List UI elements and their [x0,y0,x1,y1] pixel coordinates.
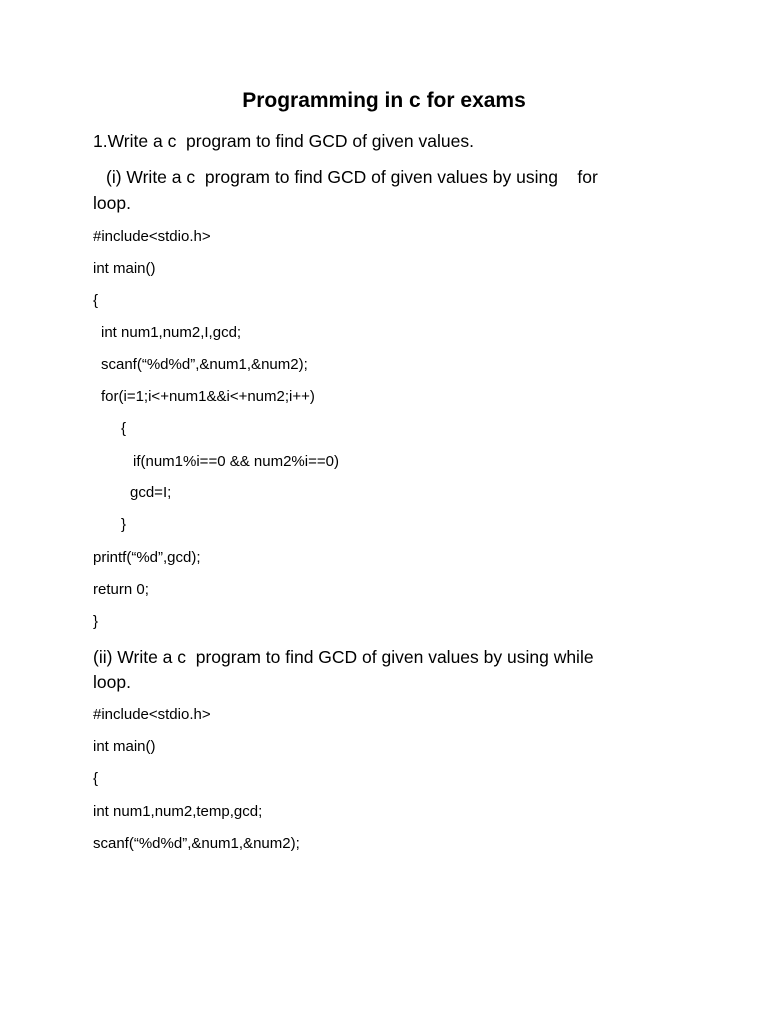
code-line: gcd=I; [130,484,172,501]
page-title: Programming in c for exams [242,89,526,112]
code-line: { [121,420,127,437]
code-line: int main() [93,260,156,277]
part-ii-heading-line1: (ii) Write a c program to find GCD of given values by using while [93,647,594,667]
part-ii-heading-line2: loop. [93,672,131,692]
code-line: int num1,num2,I,gcd; [101,324,242,341]
code-line: if(num1%i==0 && num2%i==0) [133,453,339,470]
part-i-heading-line2: loop. [93,193,131,213]
code-line: return 0; [93,581,149,598]
code-line: scanf(“%d%d”,&num1,&num2); [93,835,300,852]
code-line: { [93,292,99,309]
code-line: int num1,num2,temp,gcd; [93,803,263,820]
part-i-heading-line1: (i) Write a c program to find GCD of given values by using for [106,167,598,187]
code-line: #include<stdio.h> [93,706,211,723]
code-line: { [93,770,99,787]
code-line: scanf(“%d%d”,&num1,&num2); [101,356,308,373]
code-line: } [93,613,99,630]
code-line: printf(“%d”,gcd); [93,549,201,566]
code-line: } [121,516,127,533]
question-1: 1.Write a c program to find GCD of given values. [93,131,474,151]
code-line: for(i=1;i<+num1&&i<+num2;i++) [101,388,315,405]
code-line: #include<stdio.h> [93,228,211,245]
code-line: int main() [93,738,156,755]
